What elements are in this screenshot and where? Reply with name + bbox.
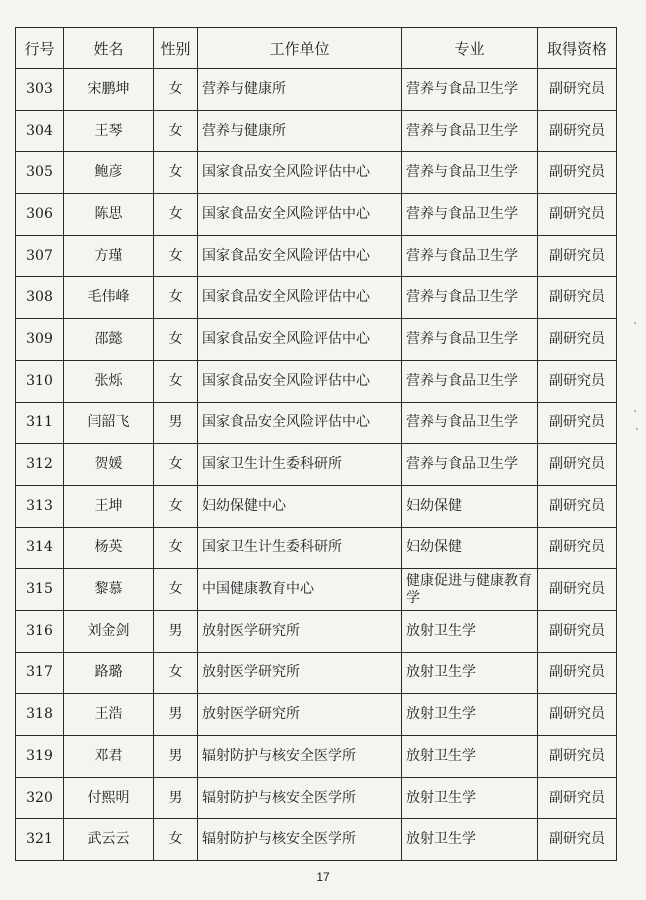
row-number-cell: 304 xyxy=(16,110,64,152)
name-cell: 王坤 xyxy=(64,485,154,527)
work-unit-cell: 国家食品安全风险评估中心 xyxy=(198,319,402,361)
row-number-cell: 315 xyxy=(16,569,64,611)
gender-cell: 男 xyxy=(154,694,198,736)
gender-cell: 男 xyxy=(154,610,198,652)
qualification-cell: 副研究员 xyxy=(538,485,617,527)
row-number-cell: 306 xyxy=(16,194,64,236)
name-cell: 邵懿 xyxy=(64,319,154,361)
row-number-cell: 318 xyxy=(16,694,64,736)
header-row-number: 行号 xyxy=(16,28,64,69)
work-unit-cell: 辐射防护与核安全医学所 xyxy=(198,777,402,819)
table-row xyxy=(16,235,617,277)
table-row xyxy=(16,152,617,194)
specialty-cell: 营养与食品卫生学 xyxy=(402,235,538,277)
qualification-cell: 副研究员 xyxy=(538,819,617,861)
table-row xyxy=(16,736,617,778)
work-unit-cell: 中国健康教育中心 xyxy=(198,569,402,611)
name-cell: 路璐 xyxy=(64,652,154,694)
gender-cell: 女 xyxy=(154,527,198,569)
name-cell: 宋鹏坤 xyxy=(64,69,154,111)
gender-cell: 女 xyxy=(154,485,198,527)
scan-speck xyxy=(634,410,636,412)
table-row xyxy=(16,819,617,861)
name-cell: 王浩 xyxy=(64,694,154,736)
row-number-cell: 309 xyxy=(16,319,64,361)
specialty-cell: 妇幼保健 xyxy=(402,527,538,569)
row-number-cell: 320 xyxy=(16,777,64,819)
qualification-cell: 副研究员 xyxy=(538,736,617,778)
table-row xyxy=(16,610,617,652)
page-number: 17 xyxy=(316,870,330,884)
name-cell: 付熙明 xyxy=(64,777,154,819)
row-number-cell: 308 xyxy=(16,277,64,319)
work-unit-cell: 营养与健康所 xyxy=(198,110,402,152)
work-unit-cell: 放射医学研究所 xyxy=(198,694,402,736)
work-unit-cell: 妇幼保健中心 xyxy=(198,485,402,527)
header-work-unit: 工作单位 xyxy=(198,28,402,69)
qualification-cell: 副研究员 xyxy=(538,652,617,694)
name-cell: 王琴 xyxy=(64,110,154,152)
row-number-cell: 317 xyxy=(16,652,64,694)
qualification-cell: 副研究员 xyxy=(538,694,617,736)
table-body xyxy=(16,69,617,861)
specialty-cell: 营养与食品卫生学 xyxy=(402,444,538,486)
table-row xyxy=(16,569,617,611)
specialty-cell: 营养与食品卫生学 xyxy=(402,152,538,194)
specialty-cell: 营养与食品卫生学 xyxy=(402,194,538,236)
work-unit-cell: 国家食品安全风险评估中心 xyxy=(198,235,402,277)
specialty-cell: 营养与食品卫生学 xyxy=(402,402,538,444)
qualification-cell: 副研究员 xyxy=(538,569,617,611)
table-row xyxy=(16,694,617,736)
work-unit-cell: 国家食品安全风险评估中心 xyxy=(198,152,402,194)
row-number-cell: 321 xyxy=(16,819,64,861)
specialty-cell: 放射卫生学 xyxy=(402,736,538,778)
scan-speck xyxy=(634,322,636,324)
name-cell: 陈思 xyxy=(64,194,154,236)
gender-cell: 女 xyxy=(154,194,198,236)
table-row xyxy=(16,277,617,319)
work-unit-cell: 国家食品安全风险评估中心 xyxy=(198,402,402,444)
work-unit-cell: 辐射防护与核安全医学所 xyxy=(198,736,402,778)
header-specialty: 专业 xyxy=(402,28,538,69)
gender-cell: 女 xyxy=(154,152,198,194)
table-row xyxy=(16,402,617,444)
name-cell: 刘金剑 xyxy=(64,610,154,652)
gender-cell: 女 xyxy=(154,110,198,152)
specialty-cell: 放射卫生学 xyxy=(402,610,538,652)
specialty-cell: 放射卫生学 xyxy=(402,777,538,819)
row-number-cell: 305 xyxy=(16,152,64,194)
specialty-cell: 营养与食品卫生学 xyxy=(402,277,538,319)
table-row xyxy=(16,319,617,361)
header-qualification: 取得资格 xyxy=(538,28,617,69)
table-row xyxy=(16,110,617,152)
qualification-cell: 副研究员 xyxy=(538,777,617,819)
qualification-cell: 副研究员 xyxy=(538,110,617,152)
specialty-cell: 营养与食品卫生学 xyxy=(402,319,538,361)
table-header-row xyxy=(16,28,617,69)
row-number-cell: 303 xyxy=(16,69,64,111)
name-cell: 杨英 xyxy=(64,527,154,569)
specialty-cell: 营养与食品卫生学 xyxy=(402,360,538,402)
table-row xyxy=(16,69,617,111)
qualification-cell: 副研究员 xyxy=(538,444,617,486)
table-row xyxy=(16,444,617,486)
table-row xyxy=(16,652,617,694)
gender-cell: 女 xyxy=(154,444,198,486)
gender-cell: 女 xyxy=(154,360,198,402)
work-unit-cell: 国家食品安全风险评估中心 xyxy=(198,194,402,236)
name-cell: 毛伟峰 xyxy=(64,277,154,319)
name-cell: 张烁 xyxy=(64,360,154,402)
row-number-cell: 314 xyxy=(16,527,64,569)
row-number-cell: 312 xyxy=(16,444,64,486)
name-cell: 武云云 xyxy=(64,819,154,861)
gender-cell: 男 xyxy=(154,777,198,819)
gender-cell: 女 xyxy=(154,277,198,319)
gender-cell: 女 xyxy=(154,652,198,694)
qualification-cell: 副研究员 xyxy=(538,235,617,277)
specialty-cell: 健康促进与健康教育学 xyxy=(402,569,538,611)
work-unit-cell: 国家卫生计生委科研所 xyxy=(198,527,402,569)
name-cell: 邓君 xyxy=(64,736,154,778)
work-unit-cell: 国家食品安全风险评估中心 xyxy=(198,277,402,319)
specialty-cell: 营养与食品卫生学 xyxy=(402,110,538,152)
gender-cell: 女 xyxy=(154,569,198,611)
qualification-cell: 副研究员 xyxy=(538,319,617,361)
qualification-cell: 副研究员 xyxy=(538,194,617,236)
row-number-cell: 313 xyxy=(16,485,64,527)
work-unit-cell: 放射医学研究所 xyxy=(198,652,402,694)
table-row xyxy=(16,360,617,402)
name-cell: 黎慕 xyxy=(64,569,154,611)
gender-cell: 男 xyxy=(154,736,198,778)
gender-cell: 女 xyxy=(154,69,198,111)
specialty-cell: 营养与食品卫生学 xyxy=(402,69,538,111)
table-row xyxy=(16,527,617,569)
row-number-cell: 311 xyxy=(16,402,64,444)
row-number-cell: 319 xyxy=(16,736,64,778)
work-unit-cell: 放射医学研究所 xyxy=(198,610,402,652)
qualification-table xyxy=(15,27,617,861)
gender-cell: 女 xyxy=(154,819,198,861)
specialty-cell: 放射卫生学 xyxy=(402,694,538,736)
name-cell: 贺媛 xyxy=(64,444,154,486)
work-unit-cell: 营养与健康所 xyxy=(198,69,402,111)
row-number-cell: 310 xyxy=(16,360,64,402)
gender-cell: 女 xyxy=(154,235,198,277)
qualification-cell: 副研究员 xyxy=(538,152,617,194)
row-number-cell: 316 xyxy=(16,610,64,652)
qualification-cell: 副研究员 xyxy=(538,610,617,652)
name-cell: 闫韶飞 xyxy=(64,402,154,444)
work-unit-cell: 国家卫生计生委科研所 xyxy=(198,444,402,486)
row-number-cell: 307 xyxy=(16,235,64,277)
name-cell: 方瑾 xyxy=(64,235,154,277)
qualification-cell: 副研究员 xyxy=(538,277,617,319)
work-unit-cell: 国家食品安全风险评估中心 xyxy=(198,360,402,402)
table-row xyxy=(16,777,617,819)
qualification-cell: 副研究员 xyxy=(538,402,617,444)
header-gender: 性别 xyxy=(154,28,198,69)
work-unit-cell: 辐射防护与核安全医学所 xyxy=(198,819,402,861)
specialty-cell: 妇幼保健 xyxy=(402,485,538,527)
qualification-cell: 副研究员 xyxy=(538,69,617,111)
gender-cell: 女 xyxy=(154,319,198,361)
table-row xyxy=(16,194,617,236)
name-cell: 鲍彦 xyxy=(64,152,154,194)
specialty-cell: 放射卫生学 xyxy=(402,652,538,694)
specialty-cell: 放射卫生学 xyxy=(402,819,538,861)
gender-cell: 男 xyxy=(154,402,198,444)
qualification-cell: 副研究员 xyxy=(538,527,617,569)
table-row xyxy=(16,485,617,527)
header-name: 姓名 xyxy=(64,28,154,69)
scan-speck xyxy=(636,428,638,430)
qualification-cell: 副研究员 xyxy=(538,360,617,402)
